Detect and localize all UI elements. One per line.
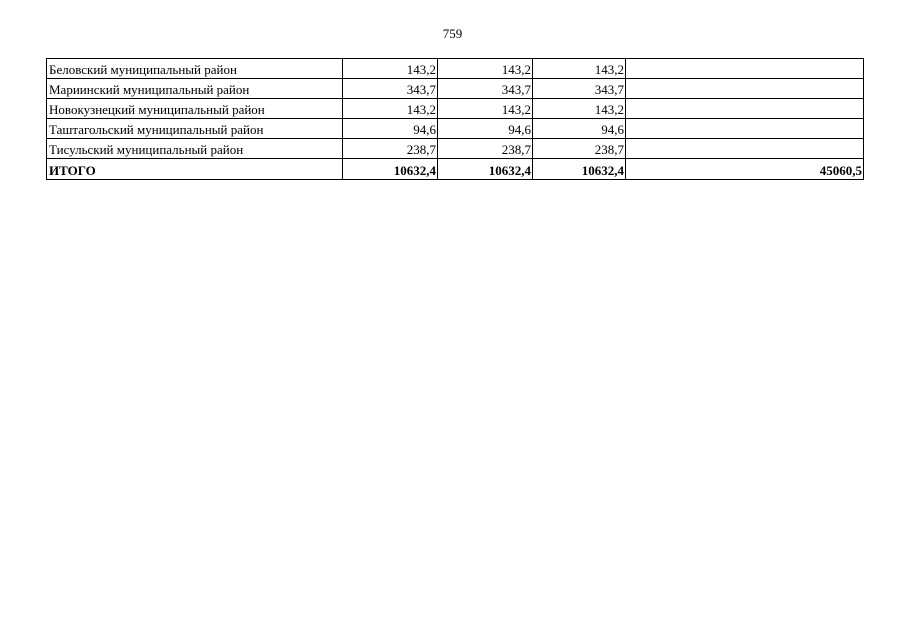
value-cell: 238,7 (343, 139, 438, 159)
row-name-cell: Таштагольский муниципальный район (47, 119, 343, 139)
total-value-cell: 10632,4 (533, 159, 626, 180)
value-cell (626, 99, 864, 119)
value-cell (626, 139, 864, 159)
row-name-cell: Новокузнецкий муниципальный район (47, 99, 343, 119)
value-cell: 94,6 (533, 119, 626, 139)
total-value-cell: 10632,4 (438, 159, 533, 180)
value-cell: 343,7 (533, 79, 626, 99)
value-cell: 143,2 (438, 99, 533, 119)
table-row (47, 99, 864, 119)
value-cell: 343,7 (438, 79, 533, 99)
value-cell: 143,2 (533, 99, 626, 119)
table-row (47, 59, 864, 79)
total-label-cell: ИТОГО (47, 159, 343, 180)
table-row (47, 139, 864, 159)
value-cell: 94,6 (343, 119, 438, 139)
value-cell (626, 59, 864, 79)
value-cell: 238,7 (438, 139, 533, 159)
table-row (47, 119, 864, 139)
row-name-cell: Мариинский муниципальный район (47, 79, 343, 99)
value-cell: 343,7 (343, 79, 438, 99)
value-cell: 143,2 (533, 59, 626, 79)
value-cell: 143,2 (438, 59, 533, 79)
value-cell: 238,7 (533, 139, 626, 159)
value-cell: 143,2 (343, 99, 438, 119)
value-cell: 94,6 (438, 119, 533, 139)
budget-table (46, 58, 864, 180)
row-name-cell: Беловский муниципальный район (47, 59, 343, 79)
total-value-cell: 10632,4 (343, 159, 438, 180)
value-cell: 143,2 (343, 59, 438, 79)
row-name-cell: Тисульский муниципальный район (47, 139, 343, 159)
total-value-cell: 45060,5 (626, 159, 864, 180)
total-row (47, 159, 864, 180)
value-cell (626, 119, 864, 139)
value-cell (626, 79, 864, 99)
page-number: 759 (442, 26, 463, 41)
table-row (47, 79, 864, 99)
